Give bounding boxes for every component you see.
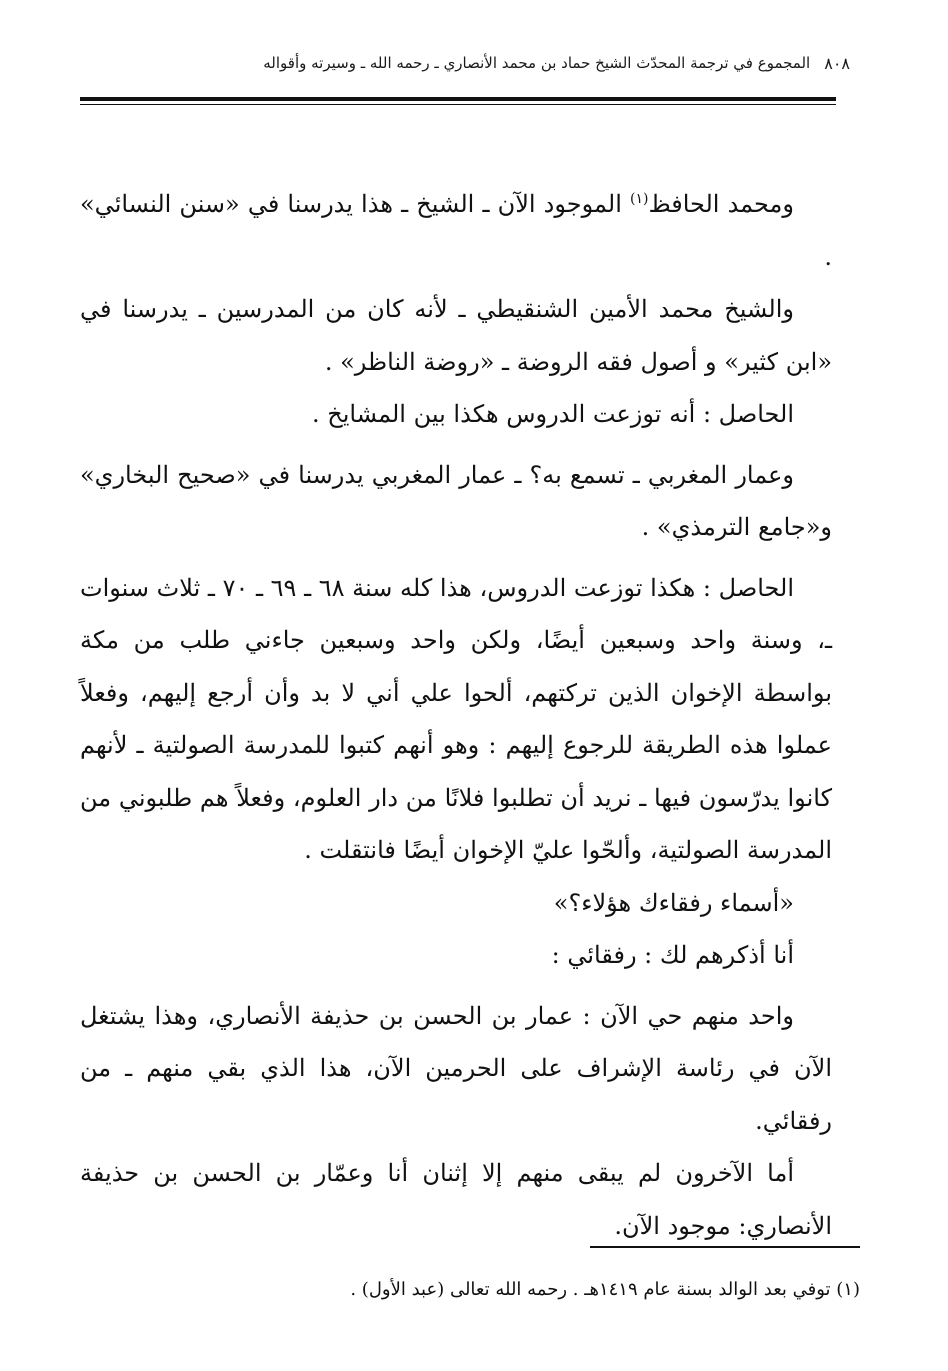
page-number: ٨٠٨ — [824, 53, 850, 73]
paragraph-1-rest: الموجود الآن ـ الشيخ ـ هذا يدرسنا في «سنن النسائي» . — [80, 190, 832, 271]
paragraph-6: «أسماء رفقاءك هؤلاء؟» — [553, 888, 794, 917]
running-header — [80, 50, 850, 76]
footnote-reference: (١) — [629, 191, 649, 207]
paragraph-1-start: ومحمد الحافظ — [648, 190, 794, 218]
paragraph-2: والشيخ محمد الأمين الشنقيطي ـ لأنه كان من المدرسين ـ يدرسنا في «ابن كثير» و أصول فقه الروضة ـ «روضة الناظر» . — [80, 295, 832, 376]
running-title: المجموع في ترجمة المحدّث الشيخ حماد بن محمد الأنصاري ـ رحمه الله ـ وسيرته وأقواله — [263, 54, 811, 72]
footnote: (١) توفي بعد الوالد بسنة عام ١٤١٩هـ . رحمه الله تعالى (عبد الأول) . — [350, 1279, 860, 1300]
paragraph-7: أنا أذكرهم لك : رفقائي : — [551, 941, 794, 969]
body-text — [80, 178, 832, 1252]
paragraph-5: الحاصل : هكذا توزعت الدروس، هذا كله سنة ٦٨ ـ ٦٩ ـ ٧٠ ـ ثلاث سنوات ـ، وسنة واحد وسبعين أيضًا، ولكن واحد وسبعين جاءني طلب من مكة بواسطة الإخوان الذين تركتهم، ألحوا علي أني لا بد وأن أرجع إليهم، وفعلاً عملوا هذه الطريقة للرجوع إليهم : وهو أنهم كتبوا للمدرسة الصولتية ـ لأنهم كانوا يدرّسون فيها ـ نريد أن تطلبوا فلانًا من دار العلوم، وفعلاً هم طلبوني من المدرسة الصولتية، وألحّوا عليّ الإخوان أيضًا فانتقلت . — [80, 573, 832, 864]
paragraph-9: أما الآخرون لم يبقى منهم إلا إثنان أنا وعمّار بن الحسن بن حذيفة الأنصاري: موجود الآن. — [80, 1159, 832, 1240]
paragraph-8: واحد منهم حي الآن : عمار بن الحسن بن حذيفة الأنصاري، وهذا يشتغل الآن في رئاسة الإشراف على الحرمين الآن، هذا الذي بقي منهم ـ من رفقائي. — [80, 1001, 832, 1135]
header-rule-thick — [80, 97, 836, 101]
paragraph-4: وعمار المغربي ـ تسمع به؟ ـ عمار المغربي يدرسنا في «صحيح البخاري» و«جامع الترمذي» . — [80, 460, 832, 541]
footnote-rule — [590, 1246, 860, 1248]
paragraph-3: الحاصل : أنه توزعت الدروس هكذا بين المشايخ . — [311, 400, 794, 428]
header-rule-thin — [80, 104, 836, 105]
paragraph-1 — [80, 178, 832, 283]
